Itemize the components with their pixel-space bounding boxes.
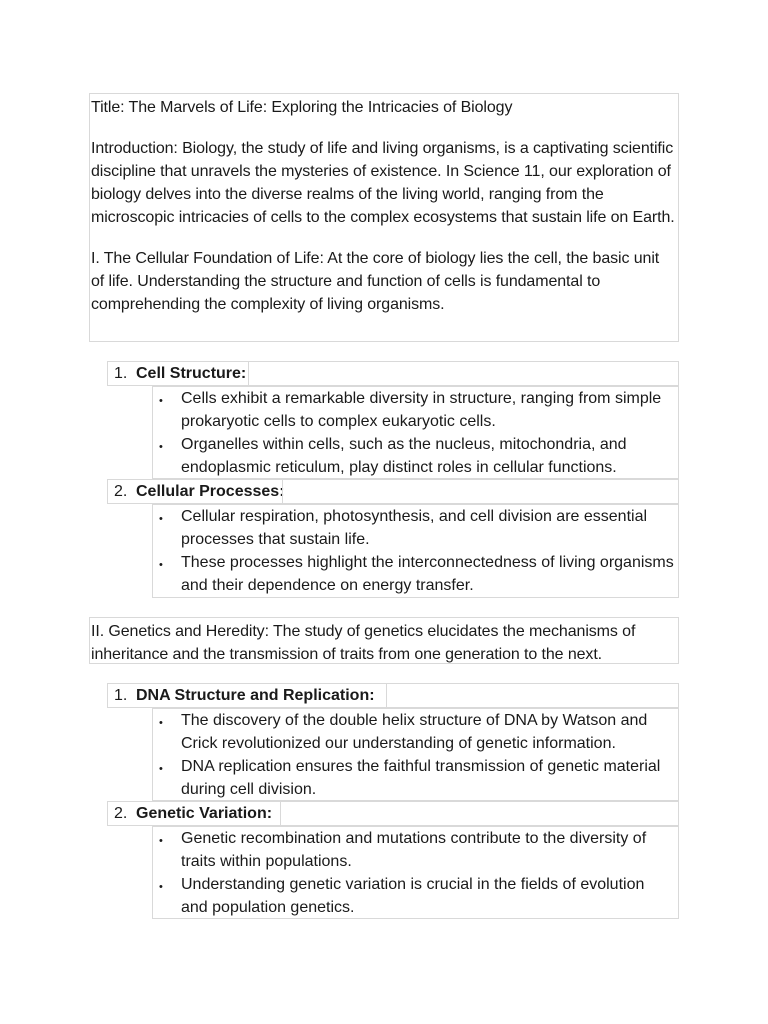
bullet-icon: • <box>159 559 163 571</box>
list-number: 1. <box>114 687 128 704</box>
list-number: 2. <box>114 483 128 500</box>
list-label: Cellular Processes: <box>136 483 285 500</box>
list-item <box>107 801 679 826</box>
list-label: DNA Structure and Replication: <box>136 687 375 704</box>
bullet-text: DNA replication ensures the faithful transmission of genetic material during cell division. <box>181 758 661 798</box>
bullet-group <box>152 826 679 919</box>
bullet-icon: • <box>159 881 163 893</box>
bullet-icon: • <box>159 763 163 775</box>
intro-block <box>89 93 679 342</box>
section-2-paragraph: II. Genetics and Heredity: The study of genetics elucidates the mechanisms of inheritance and the transmission of traits from one generation to the next. <box>91 623 636 663</box>
bullet-text: Cells exhibit a remarkable diversity in structure, ranging from simple prokaryotic cells to complex eukaryotic cells. <box>181 390 662 430</box>
bullet-icon: • <box>159 717 163 729</box>
list-label: Genetic Variation: <box>136 805 273 822</box>
list-item <box>107 361 679 386</box>
bullet-text: Cellular respiration, photosynthesis, and cell division are essential processes that sustain life. <box>181 508 648 548</box>
bullet-icon: • <box>159 441 163 453</box>
bullet-text: These processes highlight the interconnectedness of living organisms and their dependence on energy transfer. <box>181 554 674 594</box>
bullet-group <box>152 504 679 598</box>
bullet-group <box>152 386 679 479</box>
bullet-text: The discovery of the double helix structure of DNA by Watson and Crick revolutionized our understanding of genetic information. <box>181 712 648 752</box>
bullet-icon: • <box>159 835 163 847</box>
list-number: 1. <box>114 365 128 382</box>
document-title: Title: The Marvels of Life: Exploring the Intricacies of Biology <box>91 99 513 116</box>
bullet-icon: • <box>159 513 163 525</box>
bullet-text: Organelles within cells, such as the nucleus, mitochondria, and endoplasmic reticulum, play distinct roles in cellular functions. <box>181 436 627 476</box>
list-item <box>107 479 679 504</box>
bullet-text: Understanding genetic variation is crucial in the fields of evolution and population genetics. <box>181 876 645 916</box>
bullet-text: Genetic recombination and mutations contribute to the diversity of traits within populations. <box>181 830 647 870</box>
list-item <box>107 683 679 708</box>
list-label: Cell Structure: <box>136 365 247 382</box>
section-2-block <box>89 617 679 664</box>
bullet-group <box>152 708 679 801</box>
section-1-paragraph: I. The Cellular Foundation of Life: At the core of biology lies the cell, the basic unit of life. Understanding the structure and function of cells is fundamental to comprehending the complexity of living organisms. <box>91 250 660 313</box>
list-number: 2. <box>114 805 128 822</box>
introduction-paragraph: Introduction: Biology, the study of life and living organisms, is a captivating scientific discipline that unravels the mysteries of existence. In Science 11, our exploration of biology delves into the diverse realms of the living world, ranging from the microscopic intricacies of cells to the complex ecosystems that sustain life on Earth. <box>91 140 675 226</box>
bullet-icon: • <box>159 395 163 407</box>
